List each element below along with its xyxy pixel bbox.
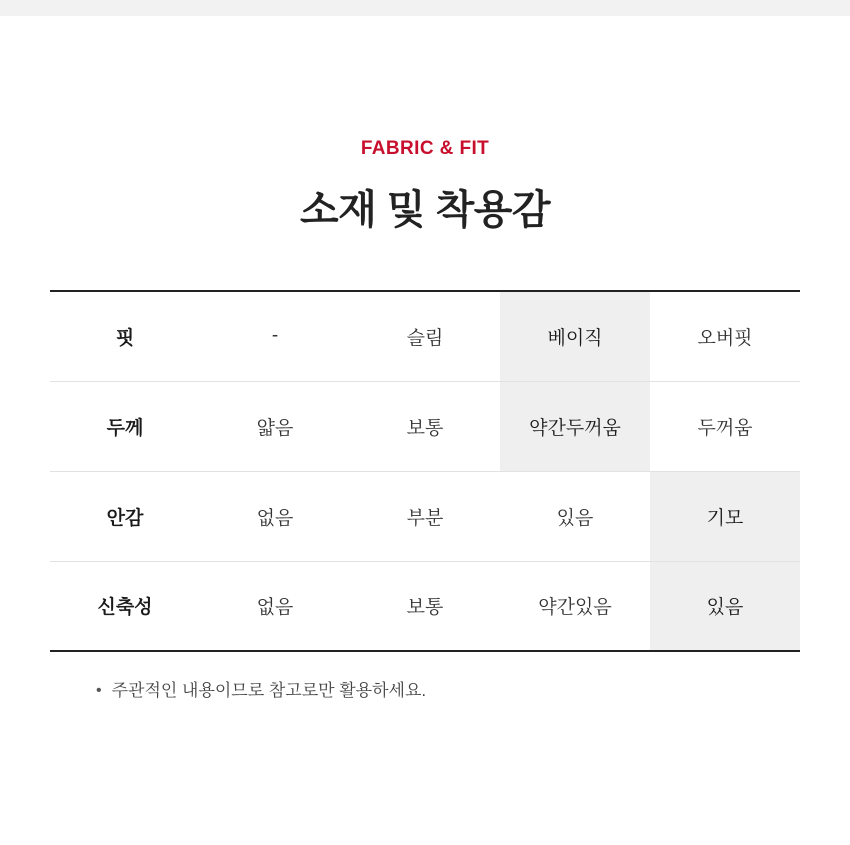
row-label-thickness: 두께 — [50, 381, 200, 471]
cell-stretch-option-1: 없음 — [200, 561, 350, 651]
cell-fit-option-4: 오버핏 — [650, 291, 800, 381]
table-row — [50, 381, 800, 471]
page-title: 소재 및 착용감 — [299, 188, 551, 232]
table-row — [50, 291, 800, 381]
disclaimer-note — [96, 680, 800, 702]
cell-stretch-option-2: 보통 — [350, 561, 500, 651]
cell-thickness-option-3-selected: 약간두꺼움 — [500, 381, 650, 471]
table-row — [50, 561, 800, 651]
row-label-lining: 안감 — [50, 471, 200, 561]
disclaimer-text: 주관적인 내용이므로 참고로만 활용하세요. — [111, 681, 427, 700]
table-row — [50, 471, 800, 561]
bullet-icon: • — [96, 682, 102, 699]
cell-lining-option-2: 부분 — [350, 471, 500, 561]
cell-fit-option-1: - — [200, 291, 350, 381]
cell-fit-option-3-selected: 베이직 — [500, 291, 650, 381]
spec-table-wrapper — [50, 290, 800, 702]
cell-stretch-option-4-selected: 있음 — [650, 561, 800, 651]
cell-thickness-option-2: 보통 — [350, 381, 500, 471]
section-eyebrow: FABRIC & FIT — [360, 138, 490, 159]
top-decorative-strip — [0, 0, 850, 16]
cell-fit-option-2: 슬림 — [350, 291, 500, 381]
fabric-fit-section — [0, 16, 850, 702]
row-label-fit: 핏 — [50, 291, 200, 381]
cell-thickness-option-1: 얇음 — [200, 381, 350, 471]
fabric-fit-table — [50, 290, 800, 652]
cell-lining-option-1: 없음 — [200, 471, 350, 561]
section-header — [0, 16, 850, 235]
cell-lining-option-3: 있음 — [500, 471, 650, 561]
cell-stretch-option-3: 약간있음 — [500, 561, 650, 651]
row-label-stretch: 신축성 — [50, 561, 200, 651]
cell-thickness-option-4: 두꺼움 — [650, 381, 800, 471]
cell-lining-option-4-selected: 기모 — [650, 471, 800, 561]
